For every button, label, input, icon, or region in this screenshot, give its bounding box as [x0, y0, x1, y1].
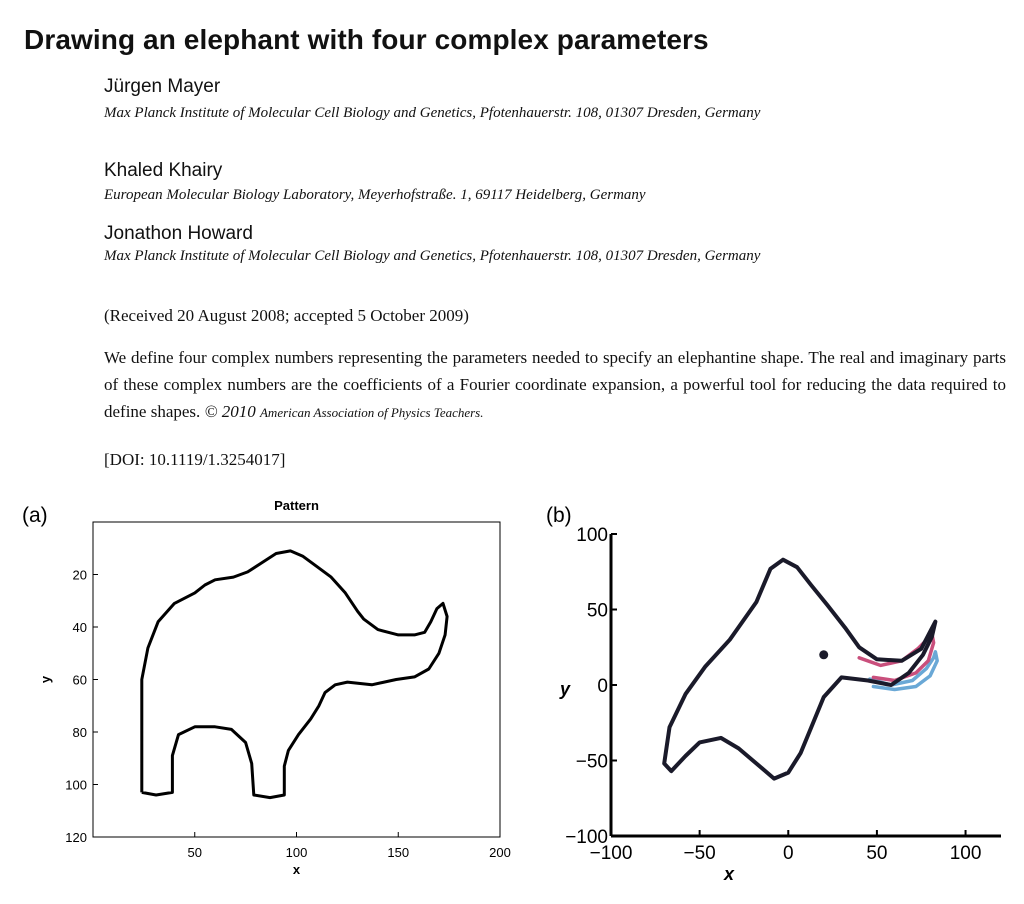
abstract	[104, 344, 1006, 426]
figure-panel-b	[520, 490, 1024, 900]
x-tick-label: 50	[866, 843, 888, 864]
y-tick-label: 60	[72, 672, 87, 688]
author-affiliation-1: Max Planck Institute of Molecular Cell Biology and Genetics, Pfotenhauerstr. 108, 01307 Dresden, Germany	[104, 105, 761, 121]
paper-title: Drawing an elephant with four complex parameters	[24, 24, 709, 55]
y-tick-label: 20	[72, 567, 87, 583]
panel-label-b: (b)	[546, 504, 572, 527]
x-tick-label: 50	[187, 845, 202, 860]
x-tick-label: 150	[387, 845, 410, 860]
panel-label-a: (a)	[22, 504, 48, 527]
figure-panel-a	[0, 490, 520, 900]
chart-title: Pattern	[274, 498, 319, 513]
doi: [DOI: 10.1119/1.3254017]	[104, 450, 286, 469]
y-tick-label: 100	[65, 777, 87, 793]
received-dates: (Received 20 August 2008; accepted 5 October 2009)	[104, 306, 469, 325]
y-tick-label: 40	[72, 620, 87, 635]
y-tick-label: 0	[597, 676, 608, 697]
y-axis-label: y	[559, 679, 571, 699]
x-axis-label: x	[723, 864, 735, 884]
author-affiliation-3: Max Planck Institute of Molecular Cell Biology and Genetics, Pfotenhauerstr. 108, 01307 Dresden, Germany	[104, 248, 761, 264]
x-tick-label: 100	[949, 843, 982, 864]
x-tick-label: 0	[782, 843, 794, 864]
y-tick-label: 100	[576, 525, 608, 546]
author-name-2: Khaled Khairy	[104, 160, 223, 181]
author-name-3: Jonathon Howard	[104, 223, 253, 244]
author-affiliation-2: European Molecular Biology Laboratory, Meyerhofstraße. 1, 69117 Heidelberg, Germany	[104, 187, 646, 203]
author-name-1: Jürgen Mayer	[104, 76, 221, 97]
y-tick-label: −100	[565, 827, 608, 848]
plot-frame	[93, 522, 500, 837]
y-tick-label: −50	[575, 751, 608, 773]
elephant-outline-pattern	[142, 551, 447, 798]
x-tick-label: −100	[589, 843, 633, 864]
y-tick-label: 80	[72, 725, 87, 740]
x-tick-label: 100	[285, 845, 308, 860]
y-tick-label: 120	[65, 830, 87, 845]
elephant-outline-fit	[664, 560, 935, 779]
y-tick-label: 50	[586, 600, 608, 622]
copyright-holder: American Association of Physics Teachers.	[259, 405, 484, 420]
copyright-year: © 2010	[204, 402, 256, 421]
x-axis-label: x	[292, 862, 301, 877]
x-tick-label: 200	[489, 845, 511, 860]
y-axis-label: y	[38, 675, 53, 684]
eye-dot	[819, 650, 828, 659]
x-tick-label: −50	[683, 843, 716, 864]
abstract-text: We define four complex numbers representing the parameters needed to specify an elephantine shape. The real and imaginary parts of these complex numbers are the coefficients of a Fourier coordinate expansion, a powerful tool for reducing the data required to define shapes.	[104, 348, 1006, 421]
